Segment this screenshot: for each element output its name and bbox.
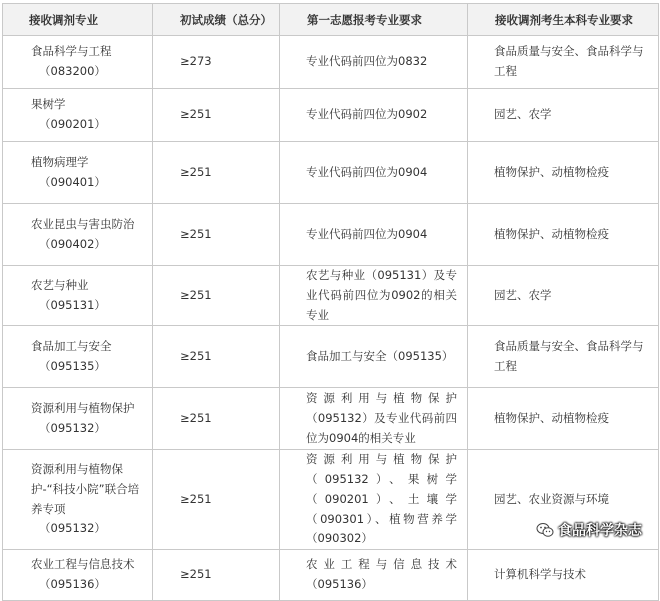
major-code: （090201） bbox=[39, 117, 106, 131]
header-score: 初试成绩（总分） bbox=[153, 4, 280, 36]
score-cell: ≥251 bbox=[153, 450, 280, 550]
major-code: （095132） bbox=[39, 521, 106, 536]
table-row bbox=[3, 388, 659, 450]
major-cell bbox=[3, 266, 153, 326]
major-cell bbox=[3, 36, 153, 89]
score-cell: ≥251 bbox=[153, 89, 280, 142]
table-header-row bbox=[3, 4, 659, 36]
major-code: （083200） bbox=[39, 64, 106, 78]
first-choice-req-cell: 食品加工与安全（095135） bbox=[280, 326, 468, 388]
major-name: 植物病理学 bbox=[31, 154, 89, 169]
undergrad-req-cell: 植物保护、动植物检疫 bbox=[468, 204, 659, 266]
first-choice-req-cell: 专业代码前四位为0904 bbox=[280, 142, 468, 204]
first-choice-req-cell: 专业代码前四位为0902 bbox=[280, 89, 468, 142]
first-choice-req-cell: 资源利用与植物保护（095132）及专业代码前四位为0904的相关专业 bbox=[280, 388, 468, 450]
score-cell: ≥251 bbox=[153, 204, 280, 266]
adjustment-table bbox=[2, 3, 659, 601]
table-row bbox=[3, 326, 659, 388]
table-row bbox=[3, 36, 659, 89]
undergrad-req-cell: 植物保护、动植物检疫 bbox=[468, 388, 659, 450]
major-cell bbox=[3, 204, 153, 266]
header-major: 接收调剂专业 bbox=[3, 4, 153, 36]
first-choice-req-cell: 农艺与种业（095131）及专业代码前四位为0902的相关专业 bbox=[280, 266, 468, 326]
undergrad-req-cell: 园艺、农学 bbox=[468, 266, 659, 326]
table-row bbox=[3, 142, 659, 204]
score-cell: ≥273 bbox=[153, 36, 280, 89]
major-name: 果树学 bbox=[31, 97, 66, 112]
table-row bbox=[3, 266, 659, 326]
major-name: 资源利用与植物保护-“科技小院”联合培养专项 bbox=[31, 462, 140, 516]
major-cell bbox=[3, 450, 153, 550]
first-choice-req-cell: 农业工程与信息技术（095136） bbox=[280, 550, 468, 601]
table-row bbox=[3, 89, 659, 142]
header-first-choice-req: 第一志愿报考专业要求 bbox=[280, 4, 468, 36]
header-undergrad-req: 接收调剂考生本科专业要求 bbox=[468, 4, 659, 36]
undergrad-req-cell: 植物保护、动植物检疫 bbox=[468, 142, 659, 204]
major-name: 资源利用与植物保护 bbox=[31, 401, 135, 416]
major-name: 农业昆虫与害虫防治 bbox=[31, 216, 135, 231]
score-cell: ≥251 bbox=[153, 266, 280, 326]
undergrad-req-cell: 园艺、农学 bbox=[468, 89, 659, 142]
first-choice-req-cell: 资源利用与植物保护（095132）、果树学（090201）、土壤学（090301）、植物营养学（090302） bbox=[280, 450, 468, 550]
major-code: （095131） bbox=[39, 297, 106, 312]
table-row bbox=[3, 550, 659, 601]
major-code: （095132） bbox=[39, 420, 106, 435]
major-name: 食品加工与安全 bbox=[31, 339, 112, 354]
first-choice-req-cell: 专业代码前四位为0904 bbox=[280, 204, 468, 266]
major-code: （095136） bbox=[39, 577, 106, 592]
major-name: 农业工程与信息技术 bbox=[31, 557, 135, 572]
major-name: 食品科学与工程 bbox=[31, 44, 112, 59]
undergrad-req-cell: 园艺、农业资源与环境 bbox=[468, 450, 659, 550]
score-cell: ≥251 bbox=[153, 326, 280, 388]
watermark bbox=[536, 520, 642, 540]
first-choice-req-cell: 专业代码前四位为0832 bbox=[280, 36, 468, 89]
score-cell: ≥251 bbox=[153, 550, 280, 601]
score-cell: ≥251 bbox=[153, 388, 280, 450]
major-code: （090401） bbox=[39, 174, 106, 189]
major-cell bbox=[3, 550, 153, 601]
major-code: （090402） bbox=[39, 236, 106, 251]
undergrad-req-cell: 食品质量与安全、食品科学与工程 bbox=[468, 326, 659, 388]
undergrad-req-cell: 食品质量与安全、食品科学与工程 bbox=[468, 36, 659, 89]
major-cell bbox=[3, 326, 153, 388]
table-row bbox=[3, 204, 659, 266]
score-cell: ≥251 bbox=[153, 142, 280, 204]
major-name: 农艺与种业 bbox=[31, 277, 89, 292]
major-code: （095135） bbox=[39, 358, 106, 373]
wechat-icon bbox=[536, 522, 554, 538]
major-cell bbox=[3, 388, 153, 450]
undergrad-req-cell: 计算机科学与技术 bbox=[468, 550, 659, 601]
major-cell bbox=[3, 142, 153, 204]
watermark-text: 食品科学杂志 bbox=[558, 523, 642, 539]
major-cell bbox=[3, 89, 153, 142]
